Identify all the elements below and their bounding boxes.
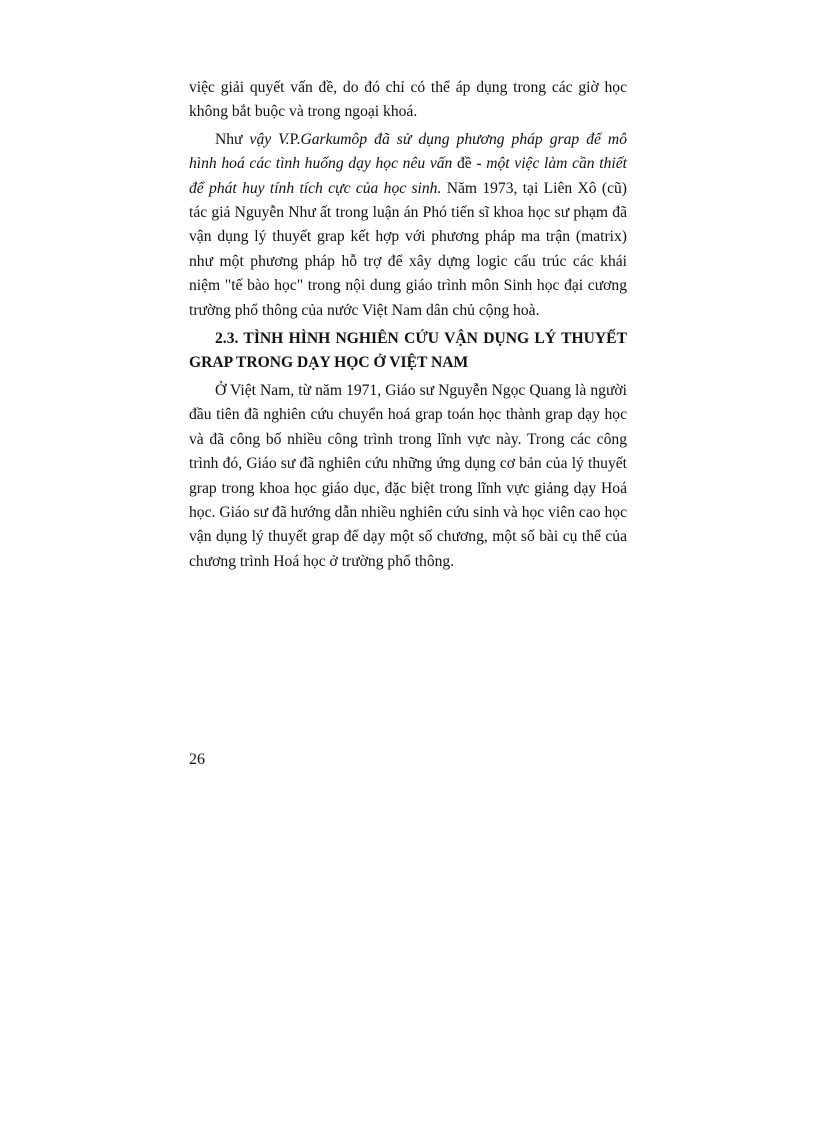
paragraph-vietnam: Ở Việt Nam, từ năm 1971, Giáo sư Nguyễn Ngọc Quang là người đầu tiên đã nghiên cứu chuyển hoá grap toán học thành grap dạy học và đã công bố nhiều công trình trong lĩnh vực này. Trong các công trình đó, Giáo sư đã nghiên cứu những ứng dụng cơ bản của lý thuyết grap trong khoa học giáo dục, đặc biệt trong lĩnh vực giảng dạy Hoá học. Giáo sư đã hướng dẫn nhiều nghiên cứu sinh và học viên cao học vận dụng lý thuyết grap để dạy một số chương, một số bài cụ thể của chương trình Hoá học ở trường phổ thông.	[189, 381, 627, 570]
paragraph-garkumop-rest: Năm 1973, tại Liên Xô (cũ) tác giả Nguyễn Như ất trong luận án Phó tiến sĩ khoa học sư phạm đã vận dụng lý thuyết grap kết hợp với phương pháp ma trận (matrix) như một phương pháp hỗ trợ để xây dựng logic cấu trúc các khái niệm "tế bào học" trong nội dung giáo trình môn Sinh học đại cương trường phổ thông của nước Việt Nam dân chủ cộng hoà.	[189, 179, 627, 319]
paragraph-garkumop-mid-1: P.	[289, 130, 301, 148]
paragraph-garkumop	[189, 128, 627, 323]
paragraph-garkumop-italic-2: Garkumôp đã sử dụng phương pháp grap để mô hình hoá các tình huống dạy học nêu vấn	[189, 130, 627, 173]
page-body	[189, 76, 627, 577]
paragraph-garkumop-mid-2: đề	[457, 155, 472, 173]
page-number: 26	[189, 751, 205, 768]
paragraph-garkumop-lead: Như	[215, 130, 250, 148]
paragraph-intro: việc giải quyết vấn đề, do đó chỉ có thể áp dụng trong các giờ học không bắt buộc và trong ngoại khoá.	[189, 79, 627, 121]
paragraph-garkumop-italic-1: vậy V.	[249, 130, 290, 148]
section-heading: 2.3. TÌNH HÌNH NGHIÊN CỨU VẬN DỤNG LÝ THUYẾT GRAP TRONG DẠY HỌC Ở VIỆT NAM	[189, 330, 627, 372]
paragraph-garkumop-italic-3: - một việc làm cần thiết để phát huy tính tích cực của học sinh.	[189, 155, 627, 197]
